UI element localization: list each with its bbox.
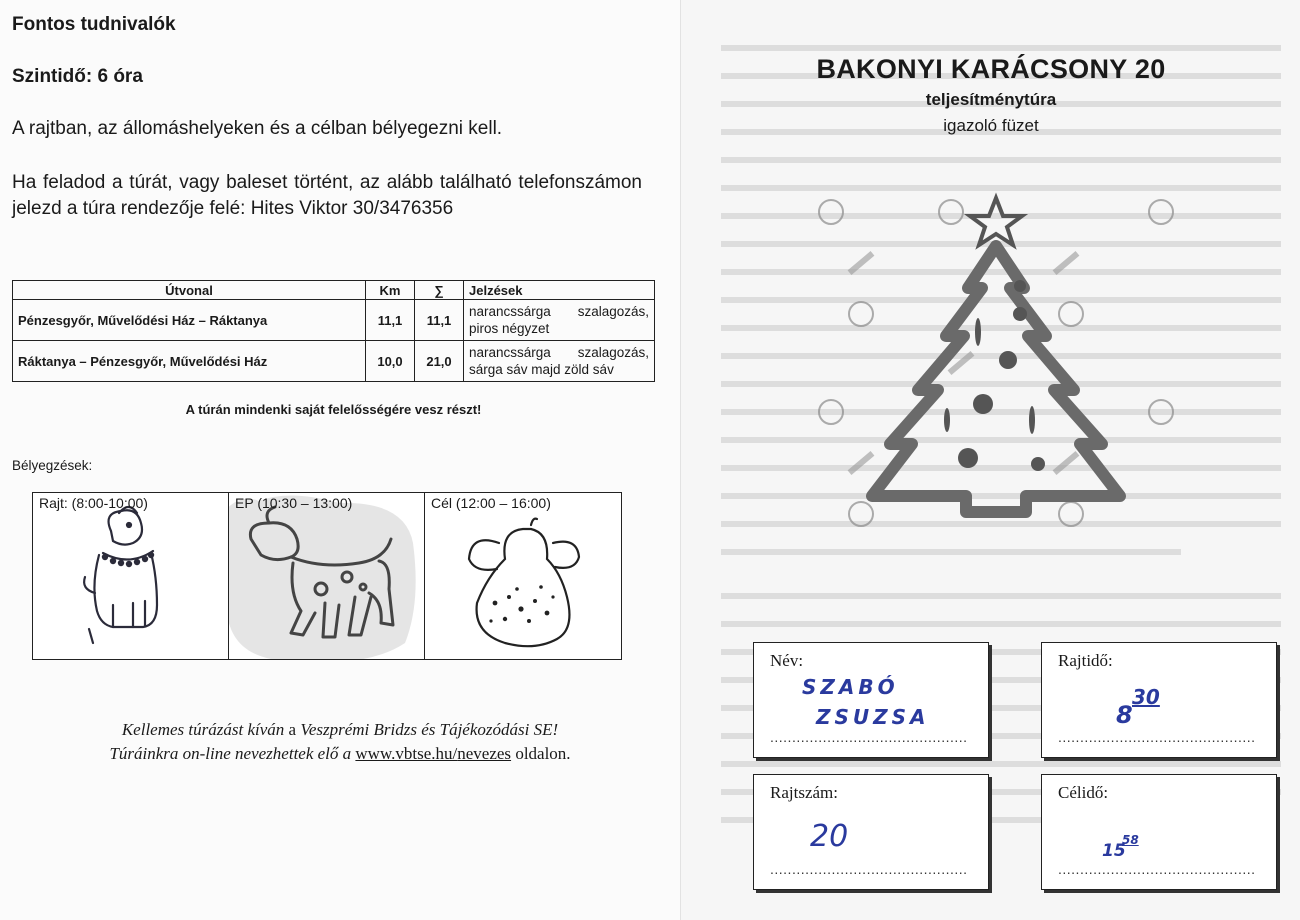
spotted-dog-stamp-icon xyxy=(229,493,425,659)
footer-registration: Túráinkra on-line nevezhettek elő a xyxy=(109,744,352,763)
name-value-line2: ZSUZSA xyxy=(816,705,930,729)
name-dots: ............................................. xyxy=(770,729,968,745)
booklet-subtitle-2: igazoló füzet xyxy=(943,116,1039,135)
stamp-label: Rajt: (8:00-10:00) xyxy=(39,495,148,511)
footer-greeting: Kellemes túrázást kíván xyxy=(121,720,285,739)
emergency-note: Ha feladod a túrát, vagy baleset történt, az alább található telefonszámon jelezd a túra rendezője felé: Hites Viktor 30/3476356 xyxy=(12,172,642,219)
sum-cell: 11,1 xyxy=(415,300,464,341)
finish-time-minute: 58 xyxy=(1122,833,1139,847)
stamp-box-checkpoint xyxy=(228,492,426,660)
link-path: nevezes xyxy=(457,744,512,763)
stamp-label: EP (10:30 – 13:00) xyxy=(235,495,353,511)
col-km: Km xyxy=(366,281,415,300)
disclaimer: A túrán mindenki saját felelősségére vesz részt! xyxy=(185,402,482,417)
route-cell: Ráktanya – Pénzesgyőr, Művelődési Ház xyxy=(13,341,366,382)
stamps-label: Bélyegzések: xyxy=(12,458,93,473)
footer-club: Veszprémi Bridzs és Tájékozódási SE! xyxy=(300,720,559,739)
booklet-title: BAKONYI KARÁCSONY 20 xyxy=(816,54,1166,84)
table-row xyxy=(13,300,655,341)
route-table-header xyxy=(13,281,655,300)
start-number-value: 20 xyxy=(810,819,849,854)
link-domain: www.vbtse.hu/ xyxy=(355,744,458,763)
finish-time-field[interactable] xyxy=(1041,774,1277,890)
important-info-heading: Fontos tudnivalók xyxy=(12,14,176,35)
stamp-box-finish xyxy=(424,492,622,660)
booklet-subtitle: teljesítménytúra xyxy=(925,90,1057,109)
km-cell: 10,0 xyxy=(366,341,415,382)
stamp-label: Cél (12:00 – 16:00) xyxy=(431,495,551,511)
pear-stamp-icon xyxy=(425,493,621,659)
stamping-note: A rajtban, az állomáshelyeken és a célban bélyegezni kell. xyxy=(12,118,503,139)
start-time-field[interactable] xyxy=(1041,642,1277,758)
footer-link[interactable] xyxy=(355,744,511,763)
footer-article: a xyxy=(288,720,297,739)
stamp-box-start xyxy=(32,492,230,660)
route-cell: Pénzesgyőr, Művelődési Ház – Ráktanya xyxy=(13,300,366,341)
start-time-hour: 8 xyxy=(1116,701,1133,729)
start-number-field[interactable] xyxy=(753,774,989,890)
dog-stamp-icon xyxy=(33,493,229,659)
col-sum: ∑ xyxy=(415,281,464,300)
start-time-dots: ............................................. xyxy=(1058,729,1256,745)
route-table xyxy=(12,280,655,382)
name-field[interactable] xyxy=(753,642,989,758)
finish-time-hour: 15 xyxy=(1102,841,1126,861)
finish-time-dots: ............................................. xyxy=(1058,861,1256,877)
sum-cell: 21,0 xyxy=(415,341,464,382)
col-route: Útvonal xyxy=(13,281,366,300)
start-number-dots: ............................................. xyxy=(770,861,968,877)
time-limit: Szintidő: 6 óra xyxy=(12,66,143,87)
name-label: Név: xyxy=(770,651,804,670)
footer-suffix: oldalon. xyxy=(515,744,571,763)
footer-line-2 xyxy=(0,744,680,764)
footer-line-1 xyxy=(0,720,680,740)
start-time-label: Rajtidő: xyxy=(1058,651,1113,670)
col-signs: Jelzések xyxy=(464,281,655,300)
km-cell: 11,1 xyxy=(366,300,415,341)
christmas-tree-icon xyxy=(806,190,1186,530)
start-time-minute: 30 xyxy=(1132,685,1160,709)
right-page xyxy=(680,0,1300,920)
signs-cell: narancssárga szalagozás, sárga sáv majd zöld sáv xyxy=(464,341,655,382)
finish-time-label: Célidő: xyxy=(1058,783,1109,802)
start-number-label: Rajtszám: xyxy=(770,783,838,802)
signs-cell: narancssárga szalagozás, piros négyzet xyxy=(464,300,655,341)
name-value-line1: SZABÓ xyxy=(802,675,899,699)
table-row xyxy=(13,341,655,382)
